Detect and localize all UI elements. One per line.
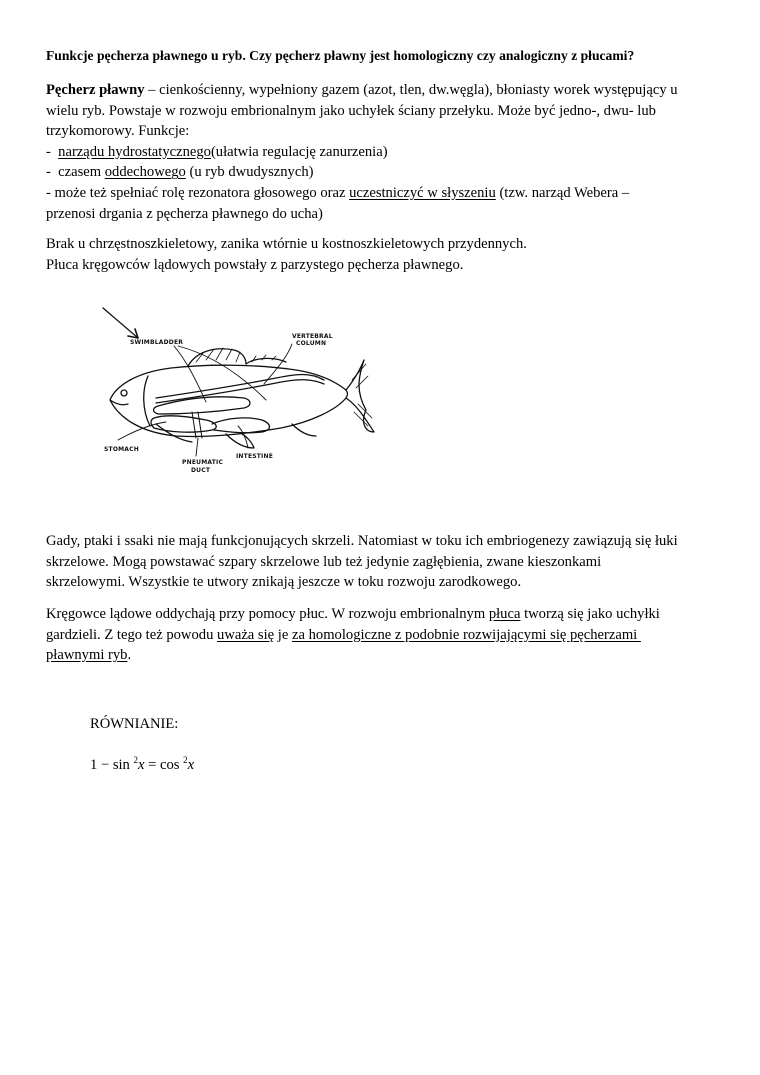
text-span: - może też spełniać rolę rezonatora głosowego oraz [46, 184, 350, 201]
underlined-text: za homologiczne z podobnie rozwijającymi się pęcherzami [292, 626, 641, 643]
equation-exponent: 2 [183, 755, 188, 765]
equation-variable: x [187, 757, 195, 773]
text-span: - czasem [46, 164, 105, 181]
label-swimbladder: SWIMBLADDER [130, 339, 184, 346]
paragraph-lungs [46, 604, 722, 666]
text-line: przenosi drgania z pęcherza pławnego do ucha) [46, 205, 323, 222]
fish-anatomy-diagram [96, 300, 386, 485]
text-span: je [274, 626, 292, 643]
text-span: (u ryb dwudysznych) [185, 164, 314, 181]
caudal-lower-fin [292, 424, 316, 436]
text-span: - [46, 143, 59, 160]
text-span: . [127, 647, 132, 664]
equation-variable: x [138, 757, 145, 773]
underlined-text: pławnymi ryb [46, 647, 128, 664]
paragraph-gills [46, 531, 722, 593]
label-stomach: STOMACH [104, 446, 139, 453]
paragraph-swimbladder-definition [46, 80, 722, 224]
paragraph-absence [46, 234, 722, 275]
pectoral-fin [156, 424, 192, 442]
text-span: (tzw. narząd Webera – [495, 184, 630, 201]
underlined-text: uważa się [217, 626, 275, 643]
underlined-text: narządu hydrostatycznego [58, 143, 211, 160]
stomach-organ [151, 416, 216, 432]
equation-part: = cos [144, 757, 184, 773]
label-vertebral: VERTEBRAL [292, 333, 333, 340]
anal-fin [226, 434, 254, 448]
leader-stomach [118, 422, 166, 440]
text-line: Płuca kręgowców lądowych powstały z parzystego pęcherza pławnego. [46, 256, 464, 273]
text-line: skrzelowymi. Wszystkie te utwory znikają jeszcze w toku rozwoju zarodkowego. [46, 574, 522, 591]
text-line: Gady, ptaki i ssaki nie mają funkcjonujących skrzeli. Natomiast w toku ich embriogenezy zawiązują się łuki [46, 533, 678, 549]
page-title: Funkcje pęcherza pławnego u ryb. Czy pęcherz pławny jest homologiczny czy analogiczny z płucami? [46, 48, 635, 63]
equation-part: 1 − sin [90, 757, 134, 773]
underlined-text: płuca [488, 606, 521, 622]
text-span: Kręgowce lądowe oddychają przy pomocy płuc. W rozwoju embrionalnym [46, 606, 489, 622]
pointer-arrow-line [103, 308, 138, 338]
bullet-resonator [46, 183, 722, 204]
text-line: trzykomorowy. Funkcje: [46, 123, 190, 140]
label-intestine: INTESTINE [236, 453, 274, 460]
swimbladder-organ [154, 397, 251, 414]
equation [90, 750, 194, 775]
dorsal-fin-rear [246, 358, 286, 364]
text-span: (ułatwia regulację zanurzenia) [210, 143, 388, 160]
text-line: skrzelowe. Mogą powstawać szpary skrzelowe lub też jedynie zagłębienia, zwane kieszonkami [46, 553, 602, 570]
label-pneumatic: PNEUMATIC [182, 459, 224, 466]
fish-drawing [96, 300, 386, 485]
text-span: tworzą się jako uchyłki [520, 606, 660, 622]
tail-rays [352, 364, 372, 426]
term-swimbladder: Pęcherz pławny [46, 82, 145, 98]
gill-cover [144, 376, 150, 426]
vertebral-column-lower [156, 380, 324, 403]
pneumatic-duct [192, 412, 202, 438]
text-line: wielu ryb. Powstaje w rozwoju embrionalnym jako uchyłek ściany przełyku. Może być jedno-, dwu- lub [46, 102, 656, 119]
underlined-text: oddechowego [104, 164, 186, 181]
fish-eye [121, 390, 127, 396]
underlined-text: uczestniczyć w słyszeniu [349, 184, 496, 201]
bullet-hydrostatic [46, 142, 722, 163]
dorsal-fin-front [188, 349, 246, 366]
label-duct: DUCT [191, 467, 211, 474]
leader-pneumatic [196, 438, 198, 456]
vertebral-column [156, 375, 324, 399]
equation-label: RÓWNIANIE: [90, 716, 179, 732]
bullet-respiratory [46, 162, 722, 183]
label-column: COLUMN [296, 340, 327, 347]
text-span: – cienkościenny, wypełniony gazem (azot, tlen, dw.węgla), błoniasty worek występujący u [144, 82, 678, 98]
text-line: Brak u chrzęstnoszkieletowy, zanika wtórnie u kostnoszkieletowych przydennych. [46, 236, 527, 252]
text-span: gardzieli. Z tego też powodu [46, 626, 218, 643]
equation-exponent: 2 [133, 755, 139, 765]
